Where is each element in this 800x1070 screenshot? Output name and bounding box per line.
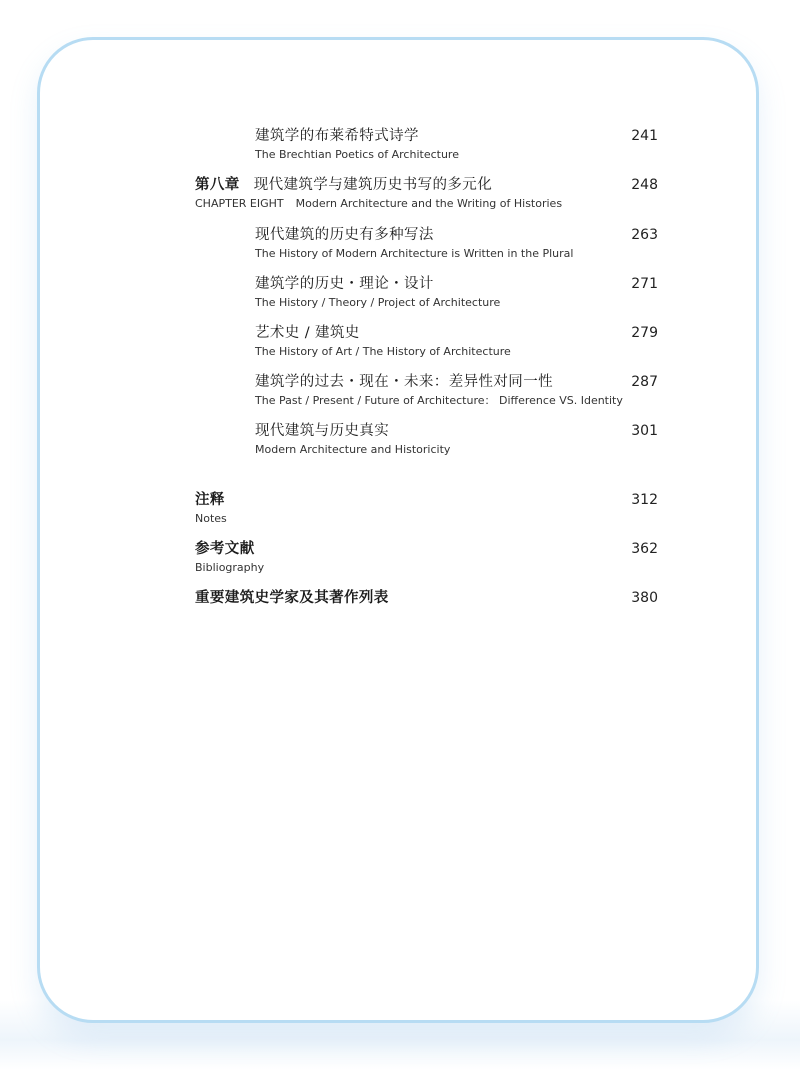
toc-entry-title-zh: 参考文献 bbox=[195, 541, 255, 557]
toc-entry-title-zh: 艺术史 / 建筑史 bbox=[255, 325, 360, 341]
toc-back-matter-entry bbox=[195, 589, 665, 607]
toc-entry-title-zh: 重要建筑史学家及其著作列表 bbox=[195, 590, 389, 606]
toc-page-number: 362 bbox=[631, 541, 658, 557]
toc-entry-title-zh: 现代建筑的历史有多种写法 bbox=[255, 227, 434, 243]
toc-entry-title-en: Bibliography bbox=[195, 561, 265, 574]
toc-page-number: 263 bbox=[631, 227, 658, 243]
chapter-label-en: CHAPTER EIGHT bbox=[195, 197, 284, 210]
toc-page-number: 279 bbox=[631, 325, 658, 341]
toc-entry-title-en: The History of Modern Architecture is Written in the Plural bbox=[255, 247, 574, 260]
toc-page-number: 271 bbox=[631, 276, 658, 292]
chapter-label-zh: 第八章 bbox=[195, 177, 240, 193]
toc-page-number: 301 bbox=[631, 423, 658, 439]
toc-entry-title-zh: 现代建筑与历史真实 bbox=[255, 423, 390, 439]
toc-entry-title-zh: 建筑学的过去・现在・未来：差异性对同一性 bbox=[255, 374, 553, 390]
toc-page-number: 241 bbox=[631, 128, 658, 144]
toc-entry-title-en: The History / Theory / Project of Architecture bbox=[255, 296, 501, 309]
toc-entry-title-en: The History of Art / The History of Architecture bbox=[255, 345, 511, 358]
chapter-title-en: Modern Architecture and the Writing of Histories bbox=[295, 197, 563, 210]
toc-entry-title-en: The Brechtian Poetics of Architecture bbox=[255, 148, 459, 161]
toc-entry-title-en: Notes bbox=[195, 512, 227, 525]
toc-entry-title-en: Modern Architecture and Historicity bbox=[255, 443, 451, 456]
toc-page-number: 380 bbox=[631, 590, 658, 606]
toc-back-matter-entry bbox=[195, 540, 665, 575]
toc-back-matter-entry bbox=[195, 491, 665, 526]
toc-entry-title-zh: 注释 bbox=[195, 492, 225, 508]
toc-page-number: 248 bbox=[631, 177, 658, 193]
toc-entry-title-en: The Past / Present / Future of Architecture： Difference VS. Identity bbox=[255, 394, 623, 407]
toc-entry-title-zh: 建筑学的历史・理论・设计 bbox=[255, 276, 434, 292]
toc-page-number: 287 bbox=[631, 374, 658, 390]
toc-entry-title-zh: 建筑学的布莱希特式诗学 bbox=[255, 128, 419, 144]
chapter-title-zh: 现代建筑学与建筑历史书写的多元化 bbox=[253, 177, 493, 193]
toc-page-number: 312 bbox=[631, 492, 658, 508]
toc-chapter-entry bbox=[195, 176, 665, 211]
